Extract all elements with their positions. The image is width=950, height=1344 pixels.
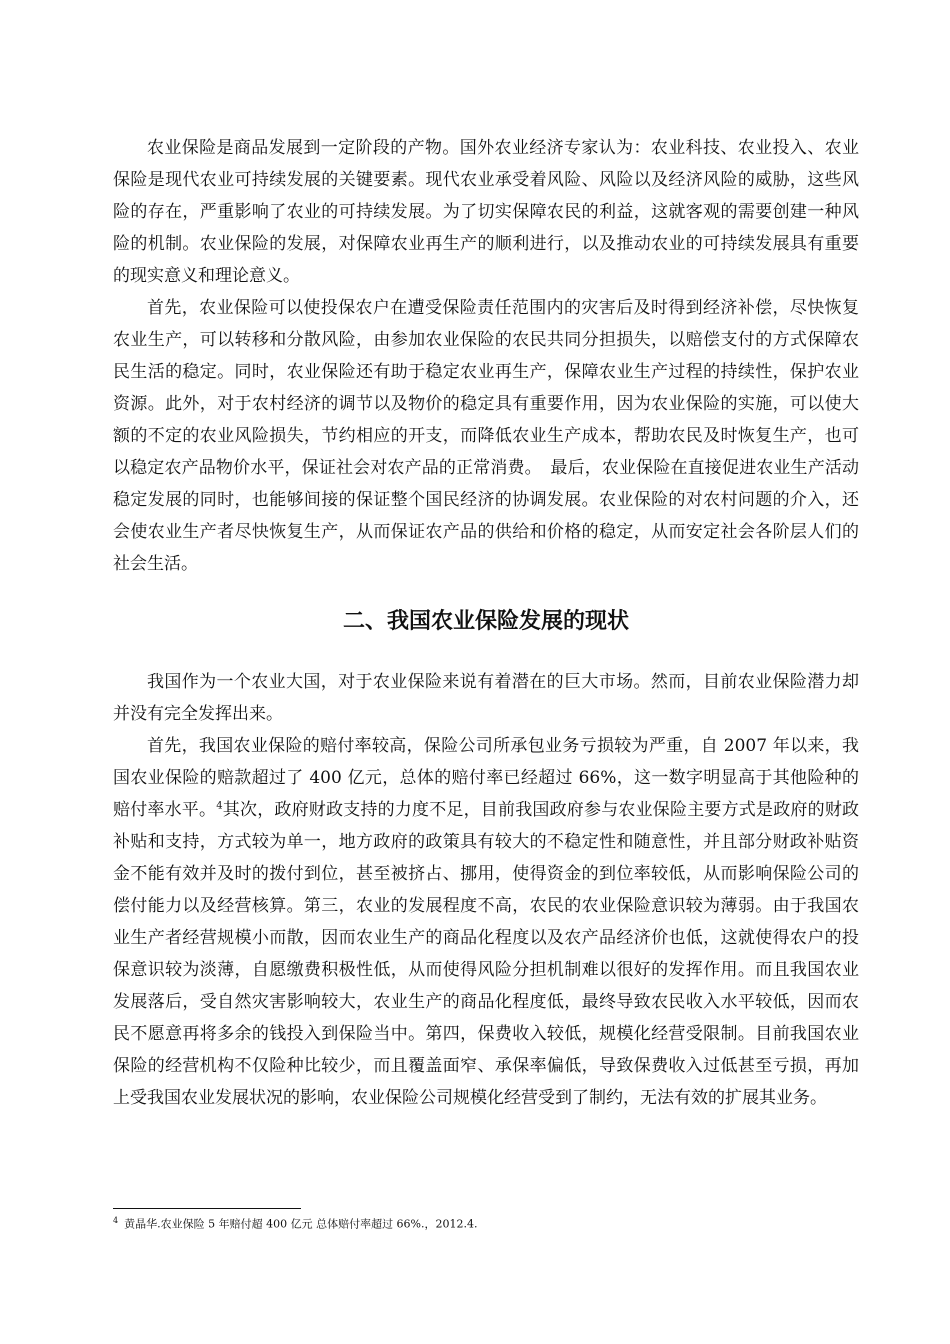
footnote-reference[interactable]: 4	[216, 800, 223, 812]
footnote-text: 黄晶华.农业保险 5 年赔付超 400 亿元 总体赔付率超过 66%.，2012.4.	[124, 1217, 478, 1231]
section-paragraph-2-part-1: 首先，我国农业保险的赔付率较高，保险公司所承包业务亏损较为严重，自 2007 年以来，我国农业保险的赔款超过了 400 亿元，总体的赔付率已经超过 66%，这一数字明显高于其他险种的赔付率水平。	[113, 736, 859, 820]
footnote-number: 4	[113, 1216, 119, 1225]
intro-paragraph-2: 首先，农业保险可以使投保农户在遭受保险责任范围内的灾害后及时得到经济补偿，尽快恢复农业生产，可以转移和分散风险，由参加农业保险的农民共同分担损失，以赔偿支付的方式保障农民生活的稳定。同时，农业保险还有助于稳定农业再生产，保障农业生产过程的持续性，保护农业资源。此外，对于农村经济的调节以及物价的稳定具有重要作用，因为农业保险的实施，可以使大额的不定的农业风险损失，节约相应的开支，而降低农业生产成本，帮助农民及时恢复生产，也可以稳定农产品物价水平，保证社会对农产品的正常消费。 最后，农业保险在直接促进农业生产活动稳定发展的同时，也能够间接的保证整个国民经济的协调发展。农业保险的对农村问题的介入，还会使农业生产者尽快恢复生产，从而保证农产品的供给和价格的稳定，从而安定社会各阶层人们的社会生活。	[113, 298, 859, 574]
section-paragraph-1: 我国作为一个农业大国，对于农业保险来说有着潜在的巨大市场。然而，目前农业保险潜力却并没有完全发挥出来。	[113, 672, 859, 724]
footnote-divider	[113, 1208, 301, 1209]
section-heading: 二、我国农业保险发展的现状	[342, 609, 629, 634]
section-paragraph-2-part-2: 其次，政府财政支持的力度不足，目前我国政府参与农业保险主要方式是政府的财政补贴和支持，方式较为单一，地方政府的政策具有较大的不稳定性和随意性，并且部分财政补贴资金不能有效并及时的拨付到位，甚至被挤占、挪用，使得资金的到位率较低，从而影响保险公司的偿付能力以及经营核算。第三，农业的发展程度不高，农民的农业保险意识较为薄弱。由于我国农业生产者经营规模小而散，因而农业生产的商品化程度以及农产品经济价也低，这就使得农户的投保意识较为淡薄，自愿缴费积极性低，从而使得风险分担机制难以很好的发挥作用。而且我国农业发展落后，受自然灾害影响较大，农业生产的商品化程度低，最终导致农民收入水平较低，因而农民不愿意再将多余的钱投入到保险当中。第四，保费收入较低，规模化经营受限制。目前我国农业保险的经营机构不仅险种比较少，而且覆盖面窄、承保率偏低，导致保费收入过低甚至亏损，再加上受我国农业发展状况的影响，农业保险公司规模化经营受到了制约，无法有效的扩展其业务。	[113, 800, 860, 1108]
footnote	[113, 1213, 859, 1233]
intro-paragraph-1: 农业保险是商品发展到一定阶段的产物。国外农业经济专家认为：农业科技、农业投入、农业保险是现代农业可持续发展的关键要素。现代农业承受着风险、风险以及经济风险的威胁，这些风险的存在，严重影响了农业的可持续发展。为了切实保障农民的利益，这就客观的需要创建一种风险的机制。农业保险的发展，对保障农业再生产的顺利进行，以及推动农业的可持续发展具有重要的现实意义和理论意义。	[113, 138, 859, 286]
section-paragraph-2	[113, 730, 859, 1114]
document-body	[113, 132, 859, 1114]
